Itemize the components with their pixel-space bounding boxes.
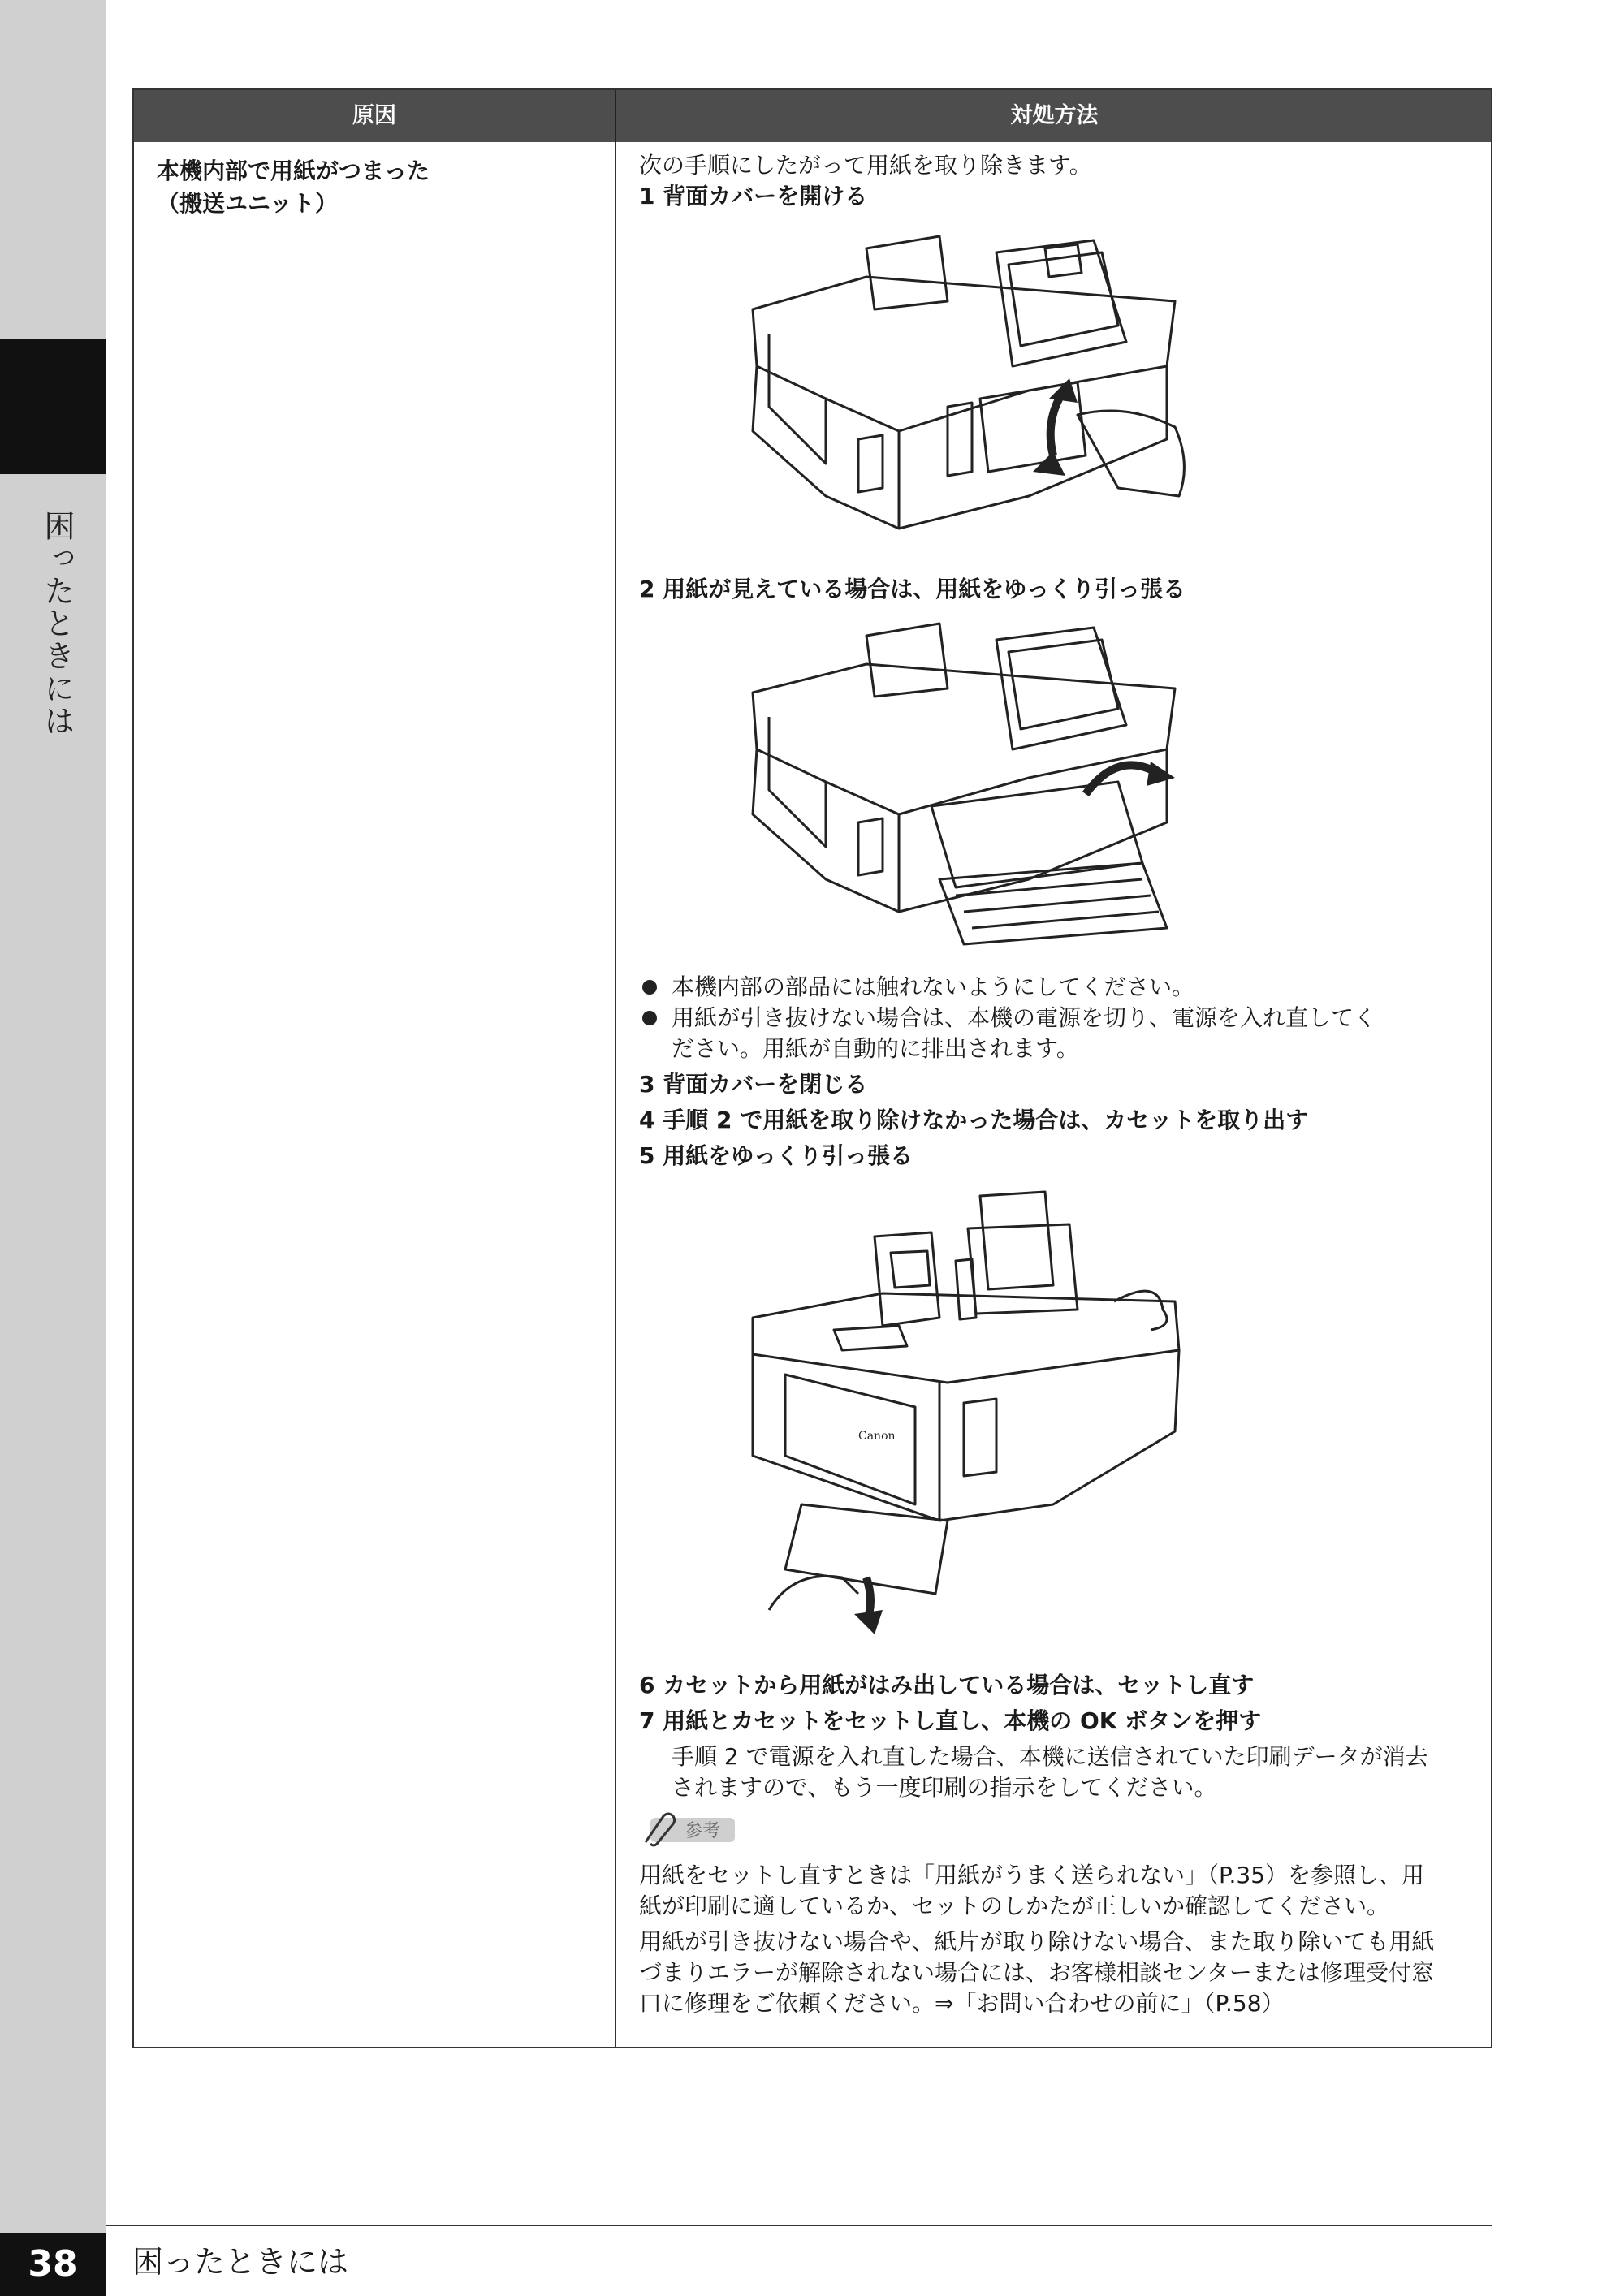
troubleshooting-table [132, 88, 1492, 2048]
note-text: 用紙をセットし直すときは「用紙がうまく送られない」（P.35）を参照し、用 [639, 1862, 1425, 1888]
note-text: づまりエラーが解除されない場合には、お客様相談センターまたは修理受付窓 [639, 1959, 1434, 1986]
list-item: 本機内部の部品には触れないようにしてください。 [639, 972, 1475, 1003]
step-6: 6 カセットから用紙がはみ出している場合は、セットし直す [639, 1672, 1255, 1698]
step-3: 3 背面カバーを閉じる [639, 1071, 868, 1098]
footer-title: 困ったときには [132, 2244, 349, 2280]
list-item-continuation: ださい。用紙が自動的に排出されます。 [672, 1035, 1079, 1062]
note-text: 口に修理をご依頼ください。⇒「お問い合わせの前に」（P.58） [639, 1990, 1285, 2017]
step-2: 2 用紙が見えている場合は、用紙をゆっくり引っ張る [639, 576, 1186, 602]
cause-line: 本機内部で用紙がつまった [157, 158, 430, 184]
cause-line: （搬送ユニット） [157, 190, 338, 217]
step-7: 7 用紙とカセットをセットし直し、本機の OK ボタンを押す [639, 1707, 1262, 1734]
figure-open-rear-cover [736, 228, 1207, 561]
intro-text: 次の手順にしたがって用紙を取り除きます。 [639, 152, 1092, 179]
note-text: 紙が印刷に適しているか、セットのしかたが正しいか確認してください。 [639, 1892, 1390, 1919]
footer-rule [106, 2225, 1492, 2226]
step-4: 4 手順 2 で用紙を取り除けなかった場合は、カセットを取り出す [639, 1107, 1309, 1133]
caution-list [639, 972, 1475, 1034]
header-cause: 原因 [352, 103, 396, 128]
page-number: 38 [0, 2233, 106, 2296]
figure-pull-paper [736, 619, 1207, 952]
note-badge [639, 1811, 736, 1855]
list-item: 用紙が引き抜けない場合は、本機の電源を切り、電源を入れ直してく [639, 1003, 1475, 1034]
sidebar-section-tab [0, 339, 106, 474]
step-7-note: 手順 2 で電源を入れ直した場合、本機に送信されていた印刷データが消去 [672, 1743, 1428, 1770]
step-5: 5 用紙をゆっくり引っ張る [639, 1142, 913, 1169]
column-divider [615, 142, 616, 2048]
cause-cell [157, 155, 430, 220]
paperclip-icon [639, 1811, 736, 1847]
solution-cell [639, 150, 1475, 2019]
figure-pull-paper-front [736, 1188, 1207, 1642]
header-solution: 対処方法 [615, 90, 1492, 142]
step-1: 1 背面カバーを開ける [639, 183, 868, 209]
sidebar-section-label: 困ったときには [39, 510, 75, 737]
step-7-note: されますので、もう一度印刷の指示をしてください。 [672, 1774, 1217, 1801]
table-header [134, 90, 1491, 142]
note-label: 参考 [685, 1821, 721, 1841]
note-text: 用紙が引き抜けない場合や、紙片が取り除けない場合、また取り除いても用紙 [639, 1928, 1435, 1955]
printer-brand-logo: Canon [858, 1430, 896, 1443]
